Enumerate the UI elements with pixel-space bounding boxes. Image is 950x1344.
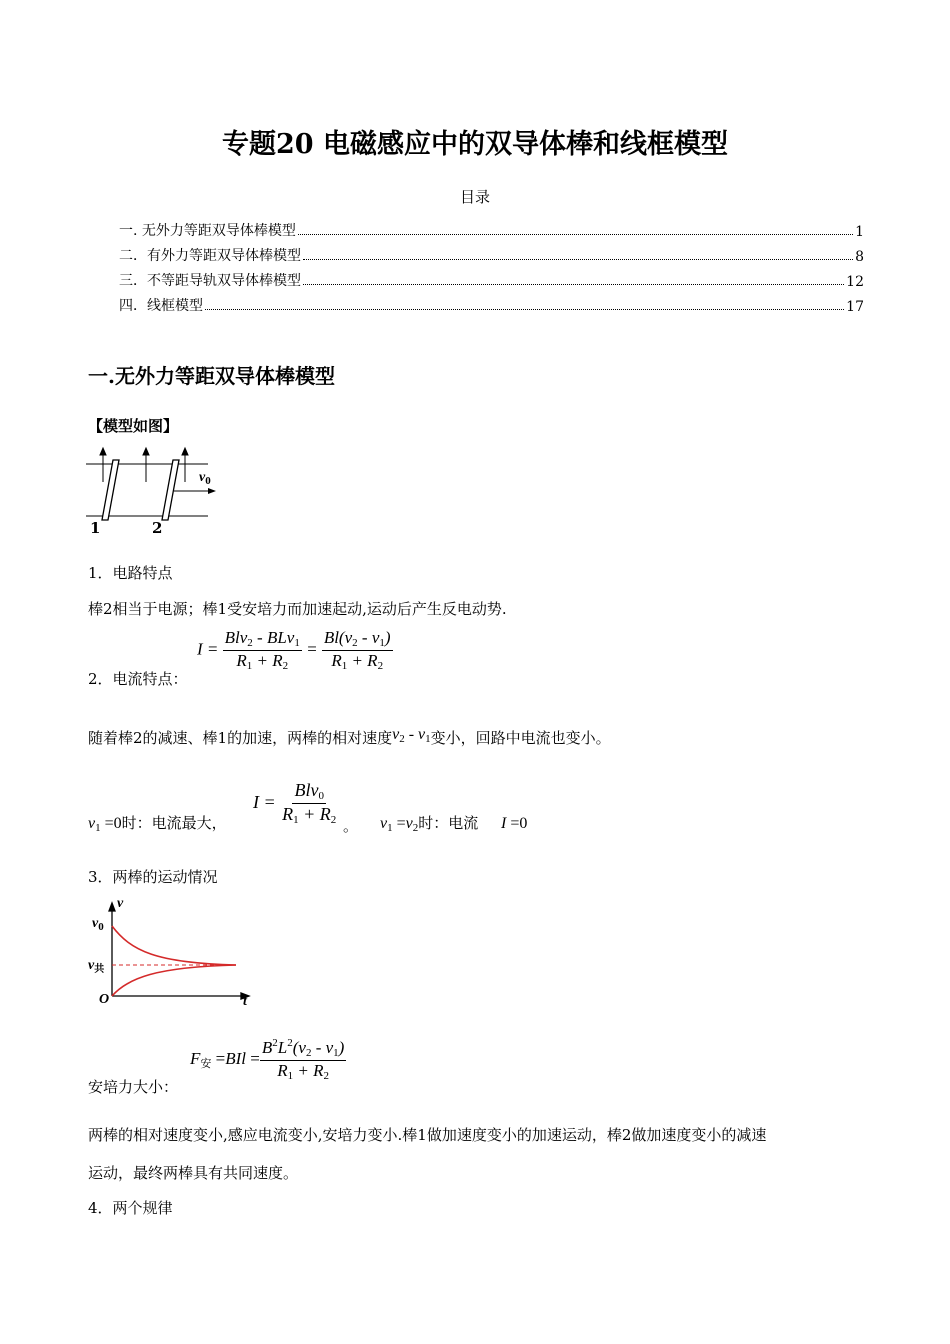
bar-1-label: 1 <box>90 519 101 537</box>
two-laws-title: 4．两个规律 <box>88 1199 173 1217</box>
toc-item[interactable] <box>119 218 864 240</box>
v0-label: $v_0$ <box>199 470 211 487</box>
max-current-text: $v_1 =0$时：电流最大， <box>88 814 227 834</box>
toc-item-page: 12 <box>846 274 864 290</box>
toc-item[interactable] <box>119 293 864 315</box>
current-formula: I = $\frac{Blv_2 - BLv_1}{R_1 + R_2}$ = $\frac{Bl(v_2 - v_1)}{R_1 + R_2}$ <box>197 628 391 673</box>
motion-paragraph-line1: 两棒的相对速度变小,感应电流变小,安培力变小.棒1做加速度变小的加速运动，棒2做加速度变小的减速 <box>88 1126 767 1144</box>
model-label: 【模型如图】 <box>88 417 179 435</box>
v-axis-label: v <box>117 896 124 911</box>
toc-item[interactable] <box>119 268 864 290</box>
current-title: 2．电流特点： <box>88 670 188 688</box>
toc-item-label: 二．有外力等距双导体棒模型 <box>119 248 301 264</box>
page-title: 专题20 电磁感应中的双导体棒和线框模型 <box>222 129 728 160</box>
toc-item-page: 8 <box>855 249 864 265</box>
toc-item-page: 17 <box>846 299 864 315</box>
circuit-text: 棒2相当于电源；棒1受安培力而加速起动,运动后产生反电动势. <box>88 600 507 618</box>
zero-current-text: $v_1 =v_2$时：电流 I =0 <box>380 814 528 834</box>
toc-leader <box>303 284 844 285</box>
ampere-force-formula: $F_安 =BIl$ = $\frac{B^2L^2(v_2 - v_1)}{R_1 + R_2}$ <box>190 1037 345 1083</box>
v0-axis-label: $v_0$ <box>92 916 104 933</box>
ampere-force-label: 安培力大小： <box>88 1078 179 1096</box>
motion-paragraph-line2: 运动，最终两棒具有共同速度。 <box>88 1164 299 1182</box>
toc-item[interactable] <box>119 243 864 265</box>
period: 。 <box>343 817 359 835</box>
max-current-formula: I = $\frac{Blv_0}{R_1 + R_2}$ <box>253 780 337 827</box>
origin-label: O <box>99 992 110 1007</box>
motion-title: 3．两棒的运动情况 <box>88 868 218 886</box>
bar-2-label: 2 <box>152 519 163 537</box>
toc-item-label: 三．不等距导轨双导体棒模型 <box>119 273 301 289</box>
relative-velocity-text: 随着棒2的减速、棒1的加速，两棒的相对速度$v_2 - v_1$变小，回路中电流也变小。 <box>88 726 611 747</box>
v-shared-label: $v_共$ <box>88 958 105 975</box>
toc-leader <box>298 234 853 235</box>
section-heading: 一.无外力等距双导体棒模型 <box>88 364 335 388</box>
toc-leader <box>205 309 844 310</box>
toc-item-label: 一. 无外力等距双导体棒模型 <box>119 223 296 239</box>
toc-item-page: 1 <box>855 224 864 240</box>
circuit-title: 1．电路特点 <box>88 564 173 582</box>
velocity-time-graph <box>86 896 256 1011</box>
toc-item-label: 四．线框模型 <box>119 298 203 314</box>
toc-heading: 目录 <box>459 188 490 206</box>
t-axis-label: t <box>243 994 247 1009</box>
toc-leader <box>303 259 853 260</box>
